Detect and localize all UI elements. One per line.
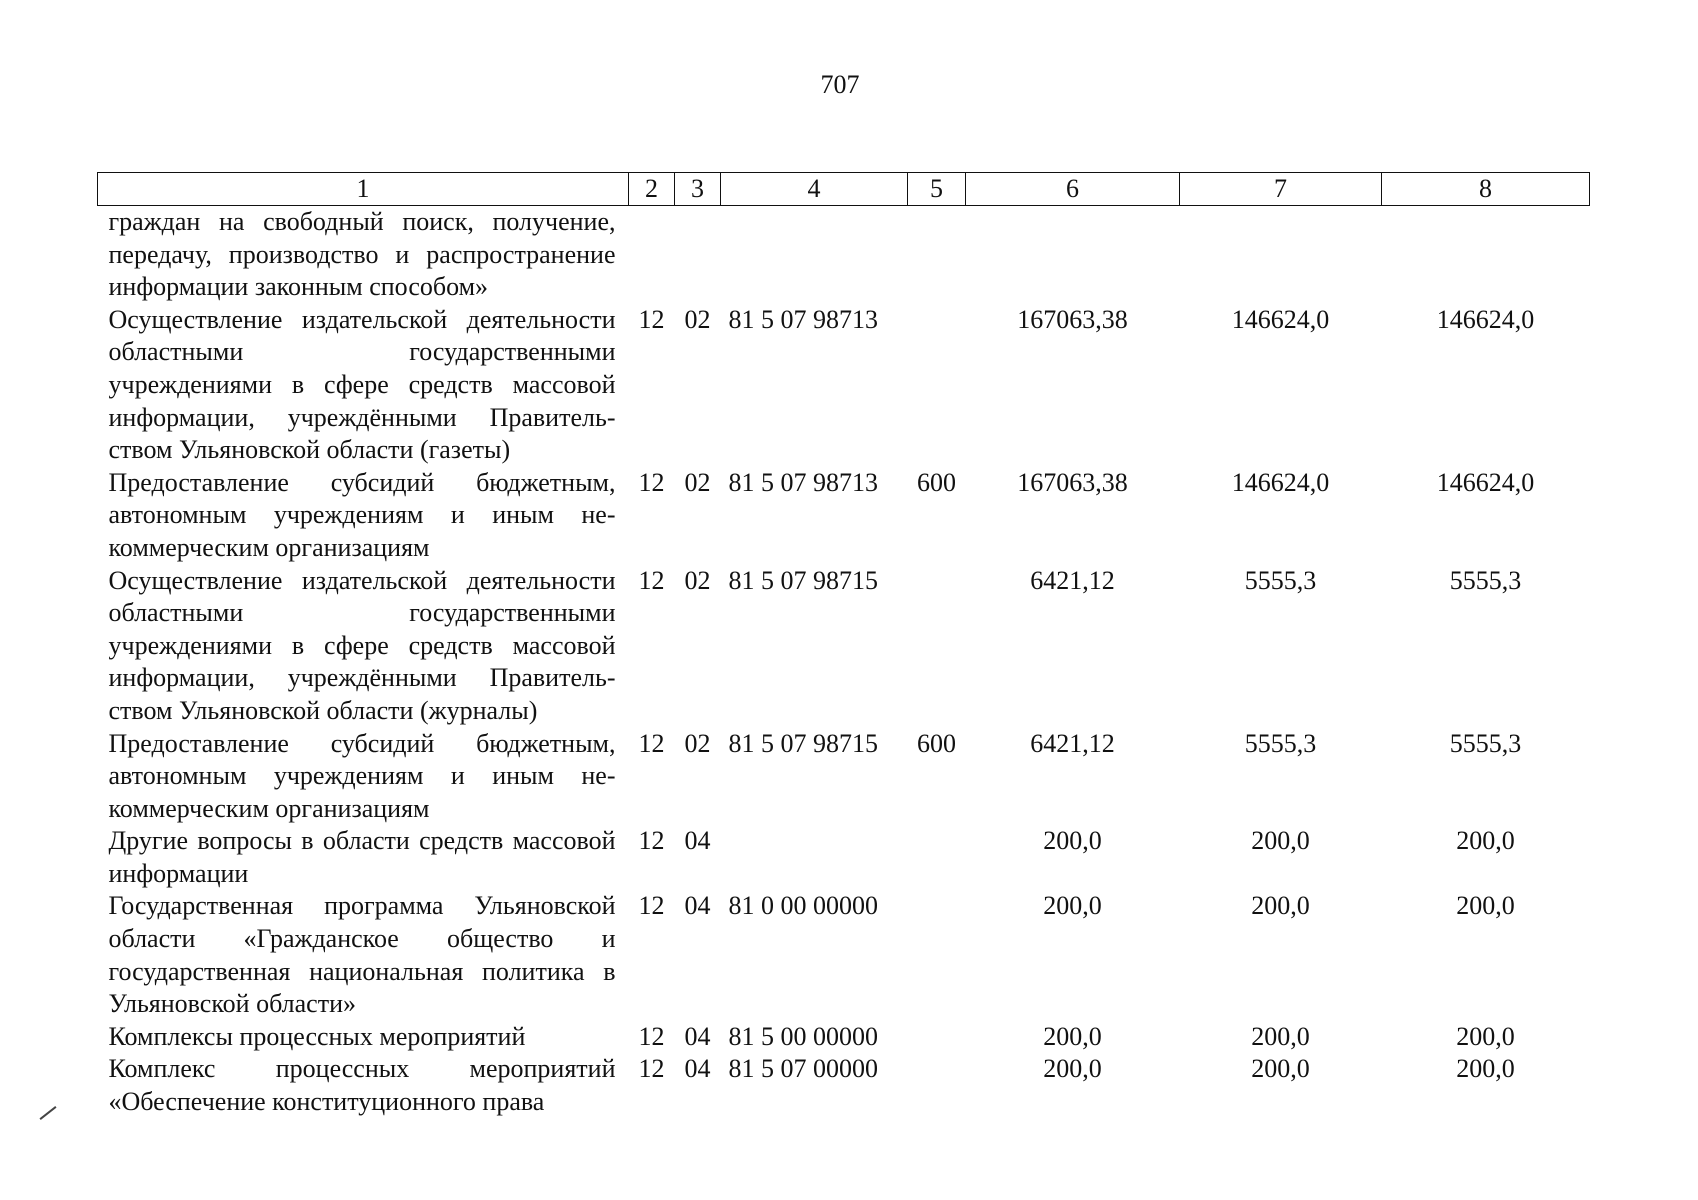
table-row [98, 890, 1590, 1020]
header-col-8: 8 [1382, 173, 1590, 206]
row-amount-col6: 167063,38 [1017, 467, 1128, 497]
table-row [98, 1021, 1590, 1054]
row-amount-col7: 200,0 [1251, 1054, 1310, 1084]
row-target-code: 81 5 07 00000 [728, 1054, 878, 1084]
row-name: Осуществление издательской деятельности областными государственными учреждениями в сфере средств массовой информации, учреждёнными Правительством Ульяновской области (журналы) [108, 565, 616, 725]
row-section: 12 [638, 565, 665, 595]
row-name: Комплексы процессных мероприятий [108, 1021, 526, 1051]
row-amount-col8: 5555,3 [1449, 565, 1522, 595]
row-section: 12 [638, 1054, 665, 1084]
row-target-code: 81 5 07 98713 [728, 304, 878, 334]
row-expense-type [908, 1021, 966, 1054]
header-col-3: 3 [675, 173, 721, 206]
row-section: 12 [638, 891, 665, 921]
table-row [98, 1053, 1590, 1118]
table-row [98, 565, 1590, 728]
row-amount-col8: 200,0 [1456, 1021, 1515, 1051]
row-amount-col7: 5555,3 [1244, 565, 1317, 595]
table-header [98, 173, 1590, 206]
budget-table [97, 172, 1590, 1119]
row-section: 12 [638, 467, 665, 497]
row-section [629, 206, 675, 304]
row-expense-type [908, 565, 966, 728]
row-expense-type [908, 1053, 966, 1118]
row-amount-col8: 200,0 [1456, 826, 1515, 856]
table-row [98, 304, 1590, 467]
header-col-4: 4 [721, 173, 908, 206]
stray-pen-mark [40, 1106, 57, 1120]
row-amount-col6 [966, 206, 1180, 304]
row-target-code [721, 206, 908, 304]
header-col-7: 7 [1180, 173, 1382, 206]
row-amount-col8: 146624,0 [1436, 467, 1535, 497]
header-col-6: 6 [966, 173, 1180, 206]
row-amount-col8: 200,0 [1456, 1054, 1515, 1084]
row-amount-col6: 200,0 [1043, 891, 1102, 921]
row-section: 12 [638, 826, 665, 856]
row-subsection: 04 [684, 1054, 711, 1084]
row-target-code: 81 0 00 00000 [728, 891, 878, 921]
row-amount-col6: 200,0 [1043, 1021, 1102, 1051]
row-section: 12 [638, 304, 665, 334]
row-name: граждан на свободный поиск, получение, передачу, производство и распространение информации законным способом» [108, 207, 616, 302]
row-section: 12 [638, 1021, 665, 1051]
row-subsection: 04 [684, 891, 711, 921]
row-subsection: 04 [684, 1021, 711, 1051]
row-name: Предоставление субсидий бюджетным, автономным учреждениям и иным некоммерческим организациям [108, 467, 616, 562]
row-amount-col7: 146624,0 [1231, 467, 1330, 497]
row-subsection: 04 [684, 826, 711, 856]
row-amount-col7 [1180, 206, 1382, 304]
row-subsection: 02 [684, 565, 711, 595]
row-amount-col7: 146624,0 [1231, 304, 1330, 334]
row-amount-col7: 200,0 [1251, 826, 1310, 856]
row-section: 12 [638, 728, 665, 758]
row-expense-type: 600 [917, 467, 956, 497]
row-amount-col7: 5555,3 [1244, 728, 1317, 758]
row-amount-col6: 200,0 [1043, 1054, 1102, 1084]
table-row [98, 206, 1590, 304]
table-row [98, 467, 1590, 565]
row-expense-type: 600 [917, 728, 956, 758]
row-name: Комплекс процессных мероприятий «Обеспечение конституционного права [108, 1054, 616, 1117]
row-name: Другие вопросы в области средств массовой информации [108, 826, 616, 888]
row-amount-col6: 6421,12 [1030, 728, 1115, 758]
header-col-2: 2 [629, 173, 675, 206]
row-amount-col6: 200,0 [1043, 826, 1102, 856]
row-name: Осуществление издательской деятельности областными государственными учреждениями в сфере средств массовой информации, учреждёнными Правительством Ульяновской области (газеты) [108, 304, 616, 465]
table-row [98, 728, 1590, 826]
row-amount-col6: 167063,38 [1017, 304, 1128, 334]
row-amount-col6: 6421,12 [1030, 565, 1115, 595]
row-subsection: 02 [684, 467, 711, 497]
row-target-code [721, 825, 908, 890]
row-expense-type [908, 206, 966, 304]
row-subsection [675, 206, 721, 304]
header-col-5: 5 [908, 173, 966, 206]
row-amount-col7: 200,0 [1251, 891, 1310, 921]
row-target-code: 81 5 07 98715 [728, 565, 878, 595]
table-row [98, 825, 1590, 890]
row-amount-col7: 200,0 [1251, 1021, 1310, 1051]
row-amount-col8: 146624,0 [1436, 304, 1535, 334]
row-name: Государственная программа Ульяновской области «Гражданское общество и государственная национальная политика в Ульяновской области» [108, 891, 616, 1019]
row-target-code: 81 5 07 98715 [728, 728, 878, 758]
row-target-code: 81 5 07 98713 [728, 467, 878, 497]
row-target-code: 81 5 00 00000 [728, 1021, 878, 1051]
row-amount-col8 [1382, 206, 1590, 304]
row-amount-col8: 5555,3 [1449, 728, 1522, 758]
table-body [98, 206, 1590, 1119]
header-row [98, 173, 1590, 206]
row-subsection: 02 [684, 728, 711, 758]
header-col-1: 1 [98, 173, 629, 206]
page-number: 707 [820, 70, 860, 99]
row-name: Предоставление субсидий бюджетным, автономным учреждениям и иным некоммерческим организациям [108, 728, 616, 823]
row-subsection: 02 [684, 304, 711, 334]
row-expense-type [908, 825, 966, 890]
row-amount-col8: 200,0 [1456, 891, 1515, 921]
row-expense-type [908, 890, 966, 1020]
row-expense-type [908, 304, 966, 467]
